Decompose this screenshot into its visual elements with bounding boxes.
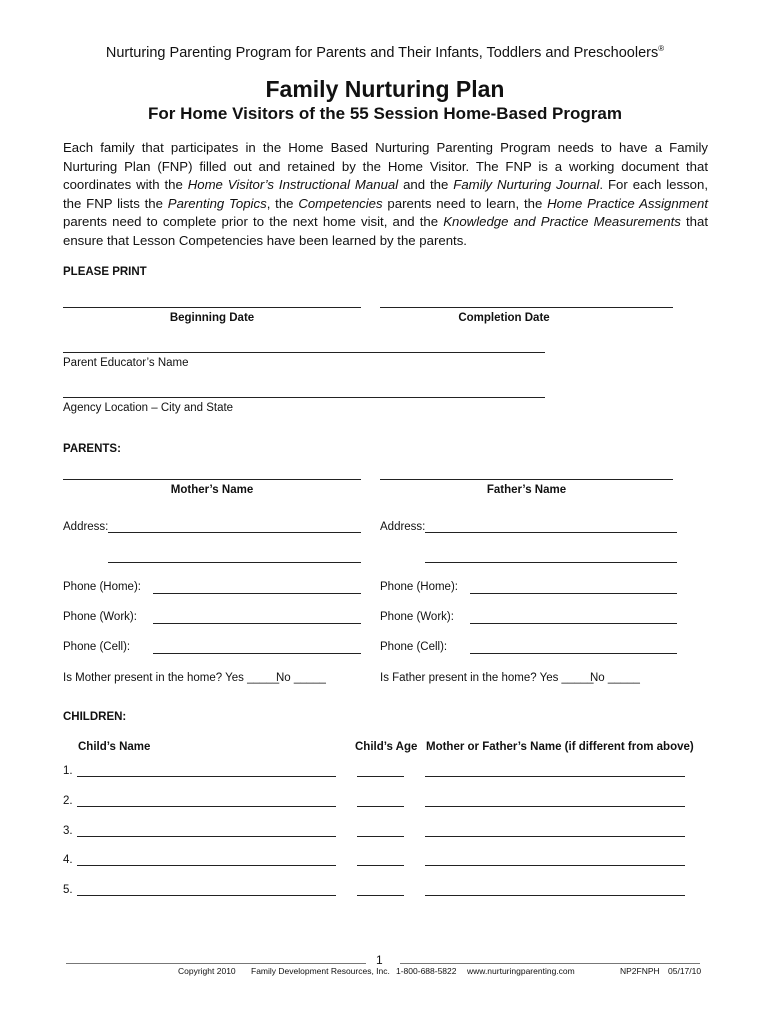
page-number: 1: [376, 953, 383, 967]
footer-date: 05/17/10: [668, 966, 702, 976]
father-phone-home-label: Phone (Home):: [380, 581, 458, 593]
child-row-number: 2.: [63, 795, 73, 807]
child-row-number: 3.: [63, 825, 73, 837]
educator-name-field[interactable]: [63, 352, 545, 353]
child-parent-field[interactable]: [425, 806, 685, 807]
child-name-field[interactable]: [77, 836, 336, 837]
child-age-field[interactable]: [357, 776, 404, 777]
mother-address-field-2[interactable]: [108, 562, 361, 563]
document-subtitle: For Home Visitors of the 55 Session Home-Based Program: [148, 104, 622, 123]
father-address-label: Address:: [380, 521, 426, 533]
registered-mark: ®: [658, 44, 665, 53]
child-name-field[interactable]: [77, 776, 336, 777]
agency-location-field[interactable]: [63, 397, 545, 398]
please-print-label: PLEASE PRINT: [63, 266, 147, 278]
father-name-label: Father’s Name: [486, 484, 567, 496]
mother-phone-work-field[interactable]: [153, 623, 361, 624]
footer-publisher: Family Development Resources, Inc.: [251, 966, 390, 976]
child-age-field[interactable]: [357, 895, 404, 896]
mother-phone-cell-field[interactable]: [153, 653, 361, 654]
child-parent-field[interactable]: [425, 865, 685, 866]
intro-paragraph: Each family that participates in the Home Based Nurturing Parenting Program needs to have a Family Nurturing Plan (FNP) filled out and retained by the Home Visitor. The FNP is a working document that coordinates with the Home Visitor’s Instructional Manual and the Family Nurturing Journal. For each lesson, the FNP lists the Parenting Topics, the Competencies parents need to learn, the Home Practice Assignment parents need to complete prior to the next home visit, and the Knowledge and Practice Measurements that ensure that Lesson Competencies have been learned by the parents.: [63, 140, 708, 248]
footer-code: NP2FNPH: [620, 966, 660, 976]
father-address-field-1[interactable]: [425, 532, 677, 533]
mother-phone-work-label: Phone (Work):: [63, 611, 137, 623]
beginning-date-field[interactable]: [63, 307, 361, 308]
mother-phone-home-label: Phone (Home):: [63, 581, 141, 593]
father-present-no[interactable]: No _____: [590, 672, 640, 684]
document-title: Family Nurturing Plan: [265, 76, 505, 102]
parents-heading: PARENTS:: [63, 443, 121, 455]
father-phone-home-field[interactable]: [470, 593, 677, 594]
father-phone-work-field[interactable]: [470, 623, 677, 624]
mother-name-field[interactable]: [63, 479, 361, 480]
child-age-field[interactable]: [357, 836, 404, 837]
completion-date-label: Completion Date: [458, 312, 550, 324]
beginning-date-label: Beginning Date: [169, 312, 255, 324]
footer-rule-right: [400, 963, 700, 964]
child-name-field[interactable]: [77, 865, 336, 866]
mother-phone-home-field[interactable]: [153, 593, 361, 594]
mother-address-field-1[interactable]: [108, 532, 361, 533]
child-age-field[interactable]: [357, 806, 404, 807]
child-row-number: 4.: [63, 854, 73, 866]
father-phone-cell-label: Phone (Cell):: [380, 641, 448, 653]
child-name-field[interactable]: [77, 806, 336, 807]
child-row-number: 1.: [63, 765, 73, 777]
program-line: Nurturing Parenting Program for Parents and Their Infants, Toddlers and Preschoolers®: [105, 44, 665, 61]
mother-present-question[interactable]: Is Mother present in the home? Yes _____: [63, 672, 280, 684]
children-heading: CHILDREN:: [63, 711, 127, 723]
agency-location-label: Agency Location – City and State: [63, 402, 234, 414]
father-present-question[interactable]: Is Father present in the home? Yes _____: [380, 672, 594, 684]
child-parent-field[interactable]: [425, 776, 685, 777]
father-name-field[interactable]: [380, 479, 673, 480]
father-phone-cell-field[interactable]: [470, 653, 677, 654]
child-parent-field[interactable]: [425, 895, 685, 896]
father-address-field-2[interactable]: [425, 562, 677, 563]
child-name-field[interactable]: [77, 895, 336, 896]
child-parent-field[interactable]: [425, 836, 685, 837]
parent-name-header: Mother or Father’s Name (if different from above): [426, 741, 694, 753]
footer-website[interactable]: www.nurturingparenting.com: [467, 966, 575, 976]
mother-present-no[interactable]: No _____: [276, 672, 326, 684]
father-phone-work-label: Phone (Work):: [380, 611, 454, 623]
mother-address-label: Address:: [63, 521, 109, 533]
mother-name-label: Mother’s Name: [170, 484, 254, 496]
educator-name-label: Parent Educator’s Name: [63, 357, 189, 369]
mother-phone-cell-label: Phone (Cell):: [63, 641, 131, 653]
completion-date-field[interactable]: [380, 307, 673, 308]
footer-rule-left: [66, 963, 366, 964]
child-name-header: Child’s Name: [78, 741, 151, 753]
footer-copyright: Copyright 2010: [178, 966, 236, 976]
child-age-field[interactable]: [357, 865, 404, 866]
child-age-header: Child’s Age: [355, 741, 418, 753]
footer-phone: 1-800-688-5822: [396, 966, 457, 976]
child-row-number: 5.: [63, 884, 73, 896]
